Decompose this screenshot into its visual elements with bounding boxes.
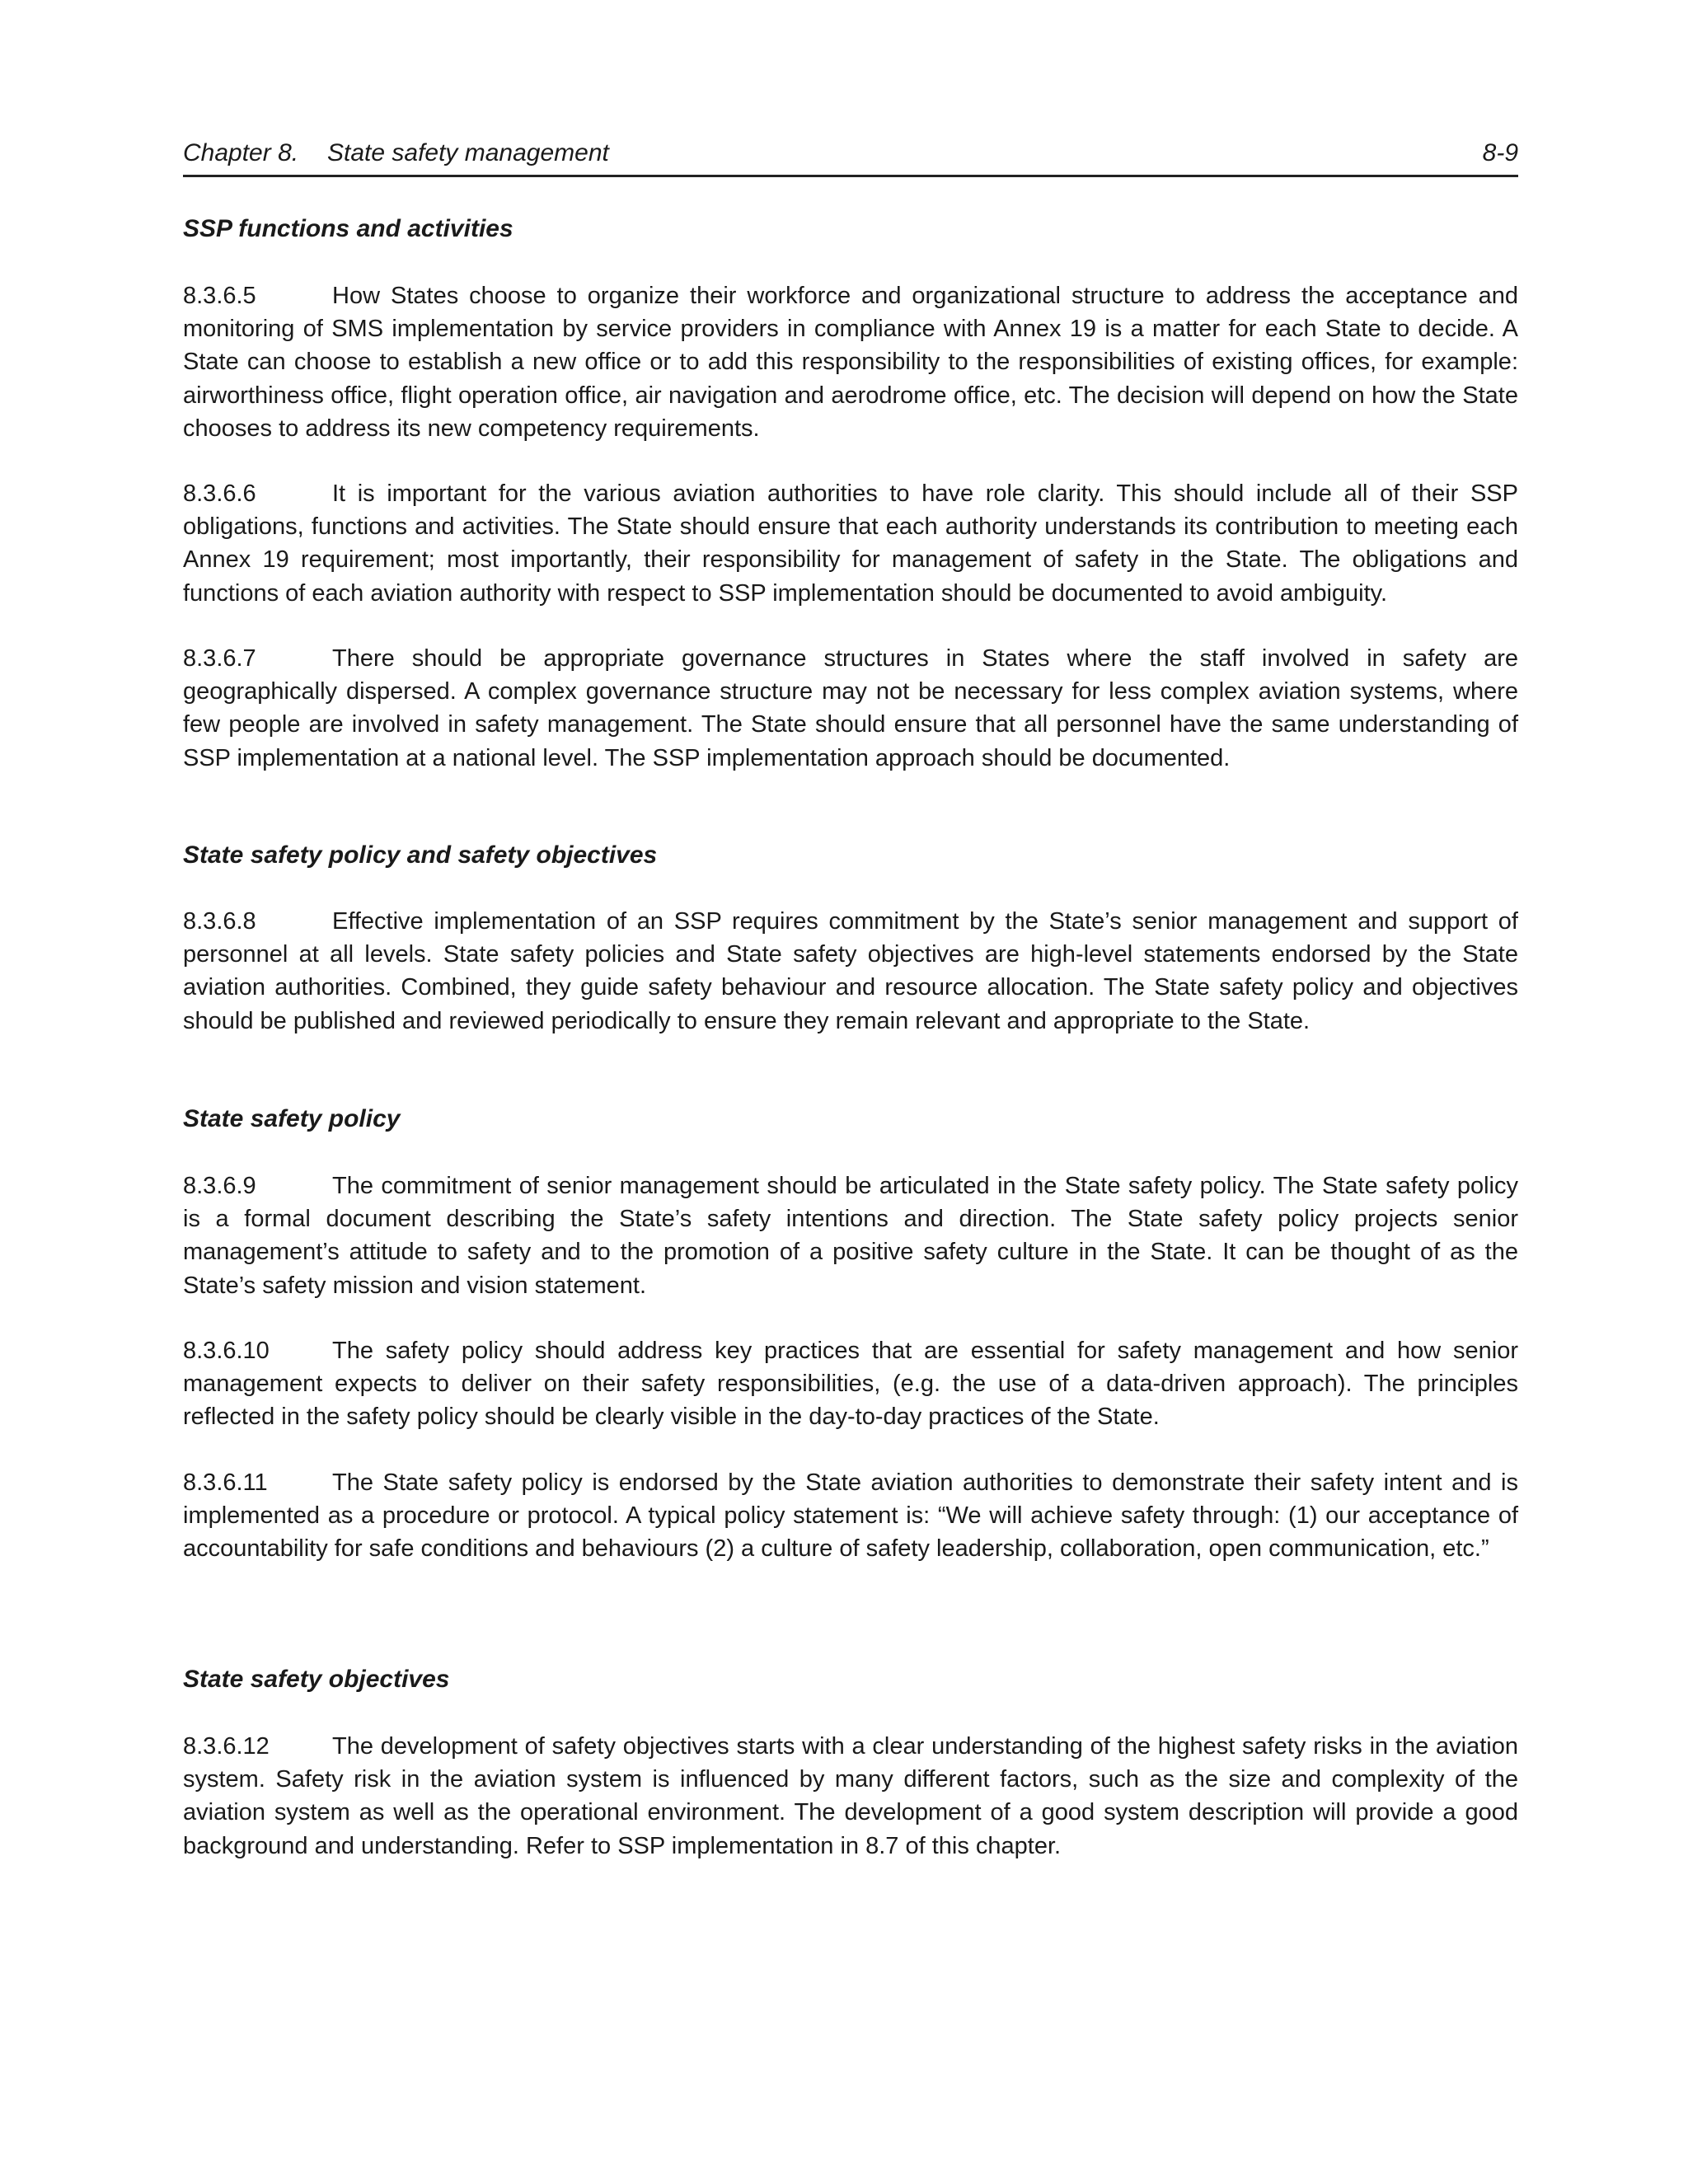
paragraph-number: 8.3.6.9 bbox=[183, 1173, 256, 1199]
paragraph bbox=[183, 1334, 1518, 1434]
paragraph bbox=[183, 642, 1518, 775]
running-header bbox=[183, 132, 1518, 177]
paragraph bbox=[183, 1466, 1518, 1566]
paragraph-text: It is important for the various aviation authorities to have role clarity. This should include all of their SSP obligations, functions and activities. The State should ensure that each authority understands its contribution to meeting each Annex 19 requirement; most importantly, their responsibility for management of safety in the State. The obligations and functions of each aviation authority with respect to SSP implementation should be documented to avoid ambiguity. bbox=[183, 480, 1518, 607]
section-heading: State safety policy and safety objectives bbox=[183, 841, 658, 869]
paragraph-text: There should be appropriate governance structures in States where the staff involved in safety are geographically dispersed. A complex governance structure may not be necessary for less complex aviation systems, where few people are involved in safety management. The State should ensure that all personnel have the same understanding of SSP implementation at a national level. The SSP implementation approach should be documented. bbox=[183, 645, 1518, 771]
paragraph bbox=[183, 905, 1518, 1038]
paragraph-number: 8.3.6.11 bbox=[183, 1469, 268, 1496]
page-number: 8-9 bbox=[1482, 139, 1518, 166]
paragraph bbox=[183, 477, 1518, 610]
section-heading: State safety policy bbox=[183, 1105, 401, 1132]
paragraph-text: The development of safety objectives starts with a clear understanding of the highest safety risks in the aviation system. Safety risk in the aviation system is influenced by many different factors, such as the size and complexity of the aviation system as well as the operational environment. The development of a good system description will provide a good background and understanding. Refer to SSP implementation in 8.7 of this chapter. bbox=[183, 1733, 1518, 1859]
paragraph bbox=[183, 1169, 1518, 1302]
paragraph-number: 8.3.6.7 bbox=[183, 645, 256, 672]
paragraph-number: 8.3.6.12 bbox=[183, 1733, 270, 1760]
section-heading: SSP functions and activities bbox=[183, 215, 513, 242]
paragraph-number: 8.3.6.8 bbox=[183, 908, 256, 935]
paragraph-text: Effective implementation of an SSP requires commitment by the State’s senior management and support of personnel at all levels. State safety policies and State safety objectives are high-level statements endorsed by the State aviation authorities. Combined, they guide safety behaviour and resource allocation. The State safety policy and objectives should be published and reviewed periodically to ensure they remain relevant and appropriate to the State. bbox=[183, 908, 1518, 1034]
paragraph-number: 8.3.6.10 bbox=[183, 1338, 270, 1364]
paragraph-number: 8.3.6.6 bbox=[183, 480, 256, 507]
chapter-number: Chapter 8. bbox=[183, 139, 299, 166]
paragraph-text: The State safety policy is endorsed by the State aviation authorities to demonstrate their safety intent and is implemented as a procedure or protocol. A typical policy statement is: “We will achieve safety through: (1) our acceptance of accountability for safe conditions and behaviours (2) a culture of safety leadership, collaboration, open communication, etc.” bbox=[183, 1469, 1518, 1563]
paragraph-text: The safety policy should address key practices that are essential for safety management and how senior management expects to deliver on their safety responsibilities, (e.g. the use of a data-driven approach). The principles reflected in the safety policy should be clearly visible in the day-to-day practices of the State. bbox=[183, 1338, 1518, 1431]
paragraph bbox=[183, 1730, 1518, 1863]
paragraph-text: The commitment of senior management should be articulated in the State safety policy. The State safety policy is a formal document describing the State’s safety intentions and direction. The State safety policy projects senior management’s attitude to safety and to the promotion of a positive safety culture in the State. It can be thought of as the State’s safety mission and vision statement. bbox=[183, 1173, 1518, 1299]
paragraph-text: How States choose to organize their workforce and organizational structure to address the acceptance and monitoring of SMS implementation by service providers in compliance with Annex 19 is a matter for each State to decide. A State can choose to establish a new office or to add this responsibility to the responsibilities of existing offices, for example: airworthiness office, flight operation office, air navigation and aerodrome office, etc. The decision will depend on how the State chooses to address its new competency requirements. bbox=[183, 283, 1518, 442]
section-heading: State safety objectives bbox=[183, 1666, 450, 1693]
paragraph-number: 8.3.6.5 bbox=[183, 283, 256, 309]
paragraph bbox=[183, 279, 1518, 445]
chapter-title: State safety management bbox=[327, 139, 609, 166]
